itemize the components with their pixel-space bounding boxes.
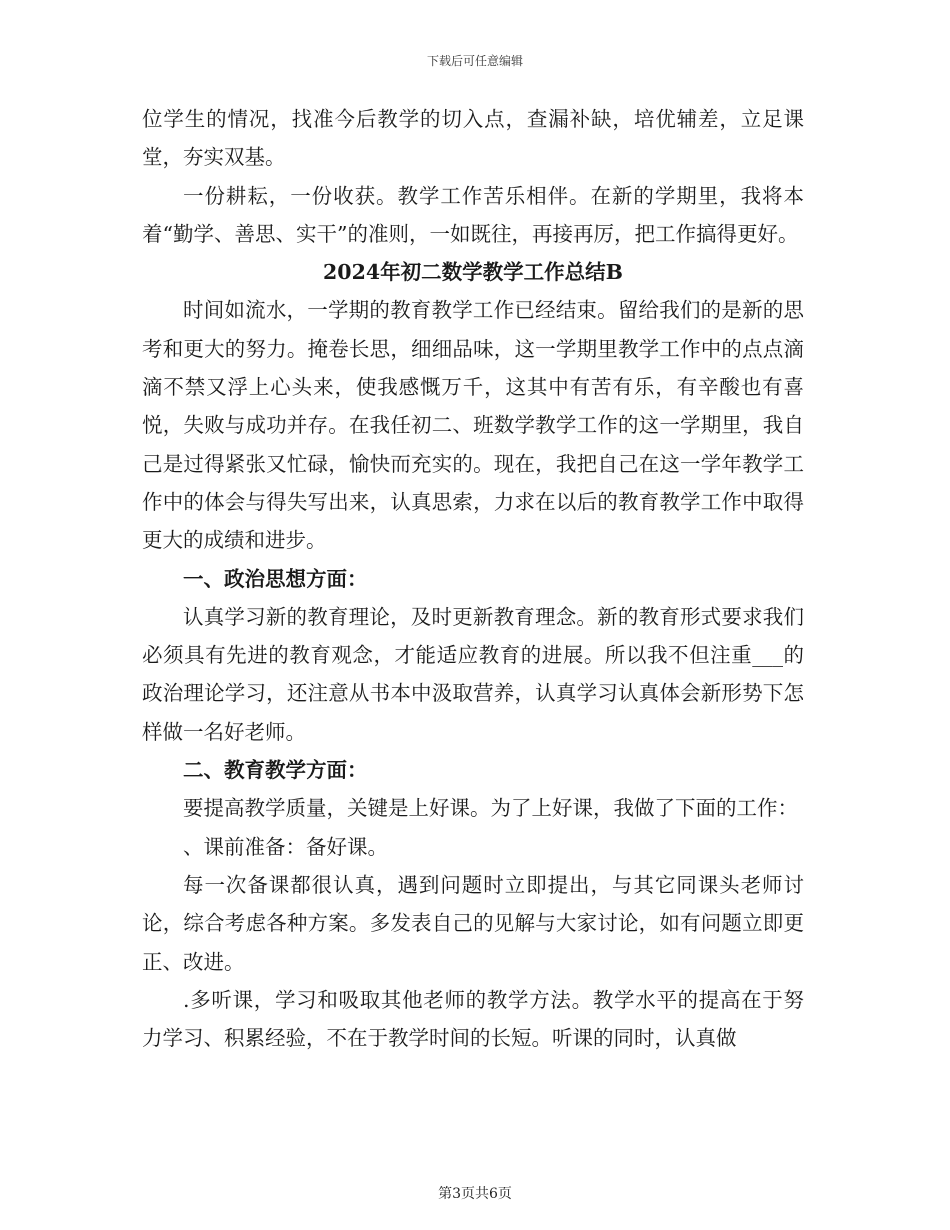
section-title: 2024年初二数学教学工作总结B [323,260,623,285]
paragraph: 要提高教学质量，关键是上好课。为了上好课，我做了下面的工作： [183,796,798,821]
paragraph: 一份耕耘，一份收获。教学工作苦乐相伴。在新的学期里，我将本着“勤学、善思、实干”的准则，一如既往，再接再厉，把工作搞得更好。 [142,183,804,246]
section-heading: 一、政治思想方面： [183,566,368,591]
paragraph: 位学生的情况，找准今后教学的切入点，查漏补缺，培优辅差，立足课堂，夯实双基。 [142,107,804,170]
page-footer: 第3页共6页 [438,1186,512,1202]
paragraph: 认真学习新的教育理论，及时更新教育理念。新的教育形式要求我们必须具有先进的教育观念，才能适应教育的进展。所以我不但注重___的政治理论学习，还注意从书本中汲取营养，认真学习认真体会新形势下怎样做一名好老师。 [142,604,804,744]
document-body [142,100,804,1057]
paragraph: 、课前准备：备好课。 [183,834,388,859]
section-heading: 二、教育教学方面： [183,758,368,783]
page-header: 下载后可任意编辑 [426,54,523,68]
paragraph: .多听课，学习和吸取其他老师的教学方法。教学水平的提高在于努力学习、积累经验，不在于教学时间的长短。听课的同时，认真做 [142,987,804,1051]
paragraph: 每一次备课都很认真，遇到问题时立即提出，与其它同课头老师讨论，综合考虑各种方案。多发表自己的见解与大家讨论，如有问题立即更正、改进。 [142,872,804,974]
paragraph: 时间如流水，一学期的教育教学工作已经结束。留给我们的是新的思考和更大的努力。掩卷长思，细细品味，这一学期里教学工作中的点点滴滴不禁又浮上心头来，使我感慨万千，这其中有苦有乐，有辛酸也有喜悦，失败与成功并存。在我任初二、班数学教学工作的这一学期里，我自己是过得紧张又忙碌，愉快而充实的。现在，我把自己在这一学年教学工作中的体会与得失写出来，认真思索，力求在以后的教育教学工作中取得更大的成绩和进步。 [142,298,804,553]
